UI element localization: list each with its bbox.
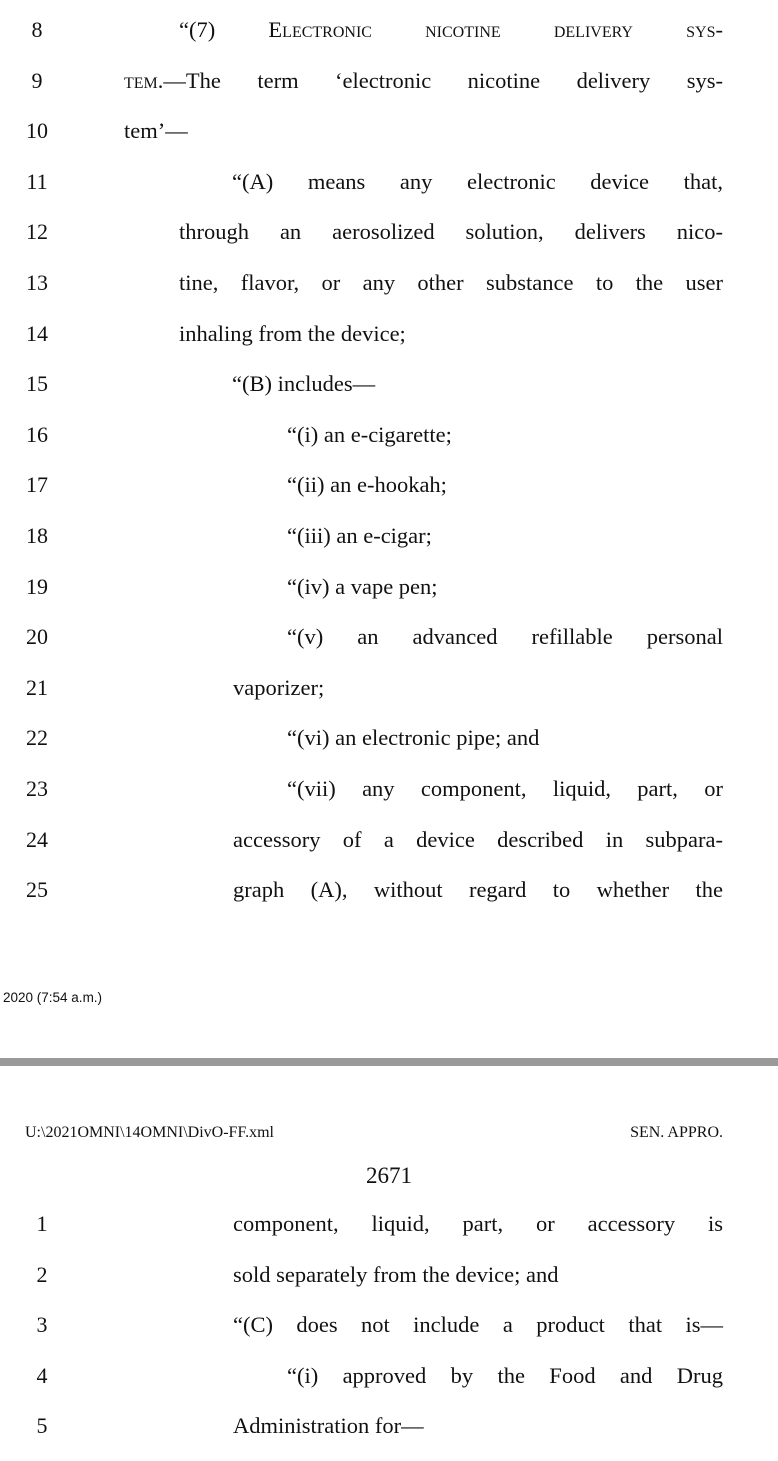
text-line: “(B) includes—	[232, 371, 376, 397]
header-file-path: U:\2021OMNI\14OMNI\DivO-FF.xml	[25, 1124, 274, 1141]
line-number: 12	[26, 219, 48, 245]
line-number: 13	[26, 270, 48, 295]
line-number: 15	[26, 371, 48, 397]
line-number: 25	[26, 877, 48, 903]
text-line: “(v) an advanced refillable personal	[287, 624, 723, 650]
line-number: 9	[31, 67, 43, 93]
text-line: “(i) an e-cigarette;	[287, 421, 452, 447]
text-segment: Electronic nicotine delivery sys-	[268, 17, 723, 42]
text-line: vaporizer;	[233, 674, 325, 700]
line-number: 17	[26, 472, 48, 498]
text-line: inhaling from the device;	[179, 320, 406, 346]
text-line	[179, 17, 723, 43]
text-line: through an aerosolized solution, delivers nico-	[179, 219, 723, 245]
text-line: “(iv) a vape pen;	[287, 573, 438, 599]
text-line: component, liquid, part, or accessory is	[233, 1211, 723, 1236]
footer-date: 2020 (7:54 a.m.)	[3, 990, 103, 1005]
line-number: 24	[26, 826, 48, 852]
line-number: 10	[26, 118, 48, 144]
line-number: 8	[31, 17, 43, 42]
line-number: 21	[26, 674, 48, 700]
text-line: “(C) does not include a product that is—	[233, 1312, 723, 1338]
text-line: “(i) approved by the Food and Drug	[287, 1362, 723, 1388]
line-number: 22	[26, 725, 48, 751]
line-number: 5	[36, 1413, 48, 1439]
text-line: “(iii) an e-cigar;	[287, 523, 432, 548]
text-segment: “(7)	[179, 17, 269, 42]
line-number: 3	[36, 1312, 48, 1338]
line-number: 20	[26, 624, 48, 650]
text-line: “(ii) an e-hookah;	[287, 472, 447, 498]
page-divider	[0, 1058, 778, 1066]
text-line: “(vii) any component, liquid, part, or	[287, 776, 723, 801]
text-line: “(A) means any electronic device that,	[232, 168, 723, 194]
text-line: tem’—	[124, 118, 188, 144]
line-number: 1	[36, 1211, 48, 1236]
line-number: 18	[26, 523, 48, 548]
text-line: “(vi) an electronic pipe; and	[287, 725, 540, 751]
page-number: 2671	[366, 1163, 412, 1188]
header-committee: SEN. APPRO.	[630, 1124, 723, 1141]
text-line: sold separately from the device; and	[233, 1261, 559, 1287]
line-number: 2	[36, 1261, 48, 1287]
line-number: 4	[36, 1362, 48, 1388]
line-number: 16	[26, 421, 48, 447]
text-line	[124, 68, 723, 94]
text-line: Administration for—	[233, 1413, 424, 1439]
line-number: 14	[26, 320, 48, 346]
line-number: 19	[26, 573, 48, 599]
line-number: 11	[26, 168, 48, 194]
text-segment: tem.	[124, 67, 164, 93]
text-line: accessory of a device described in subpara-	[233, 826, 723, 852]
line-number: 23	[26, 776, 48, 801]
text-line: graph (A), without regard to whether the	[233, 877, 723, 903]
text-line: tine, flavor, or any other substance to the user	[179, 270, 723, 295]
text-segment: —The term ‘electronic nicotine delivery sys-	[163, 67, 723, 93]
